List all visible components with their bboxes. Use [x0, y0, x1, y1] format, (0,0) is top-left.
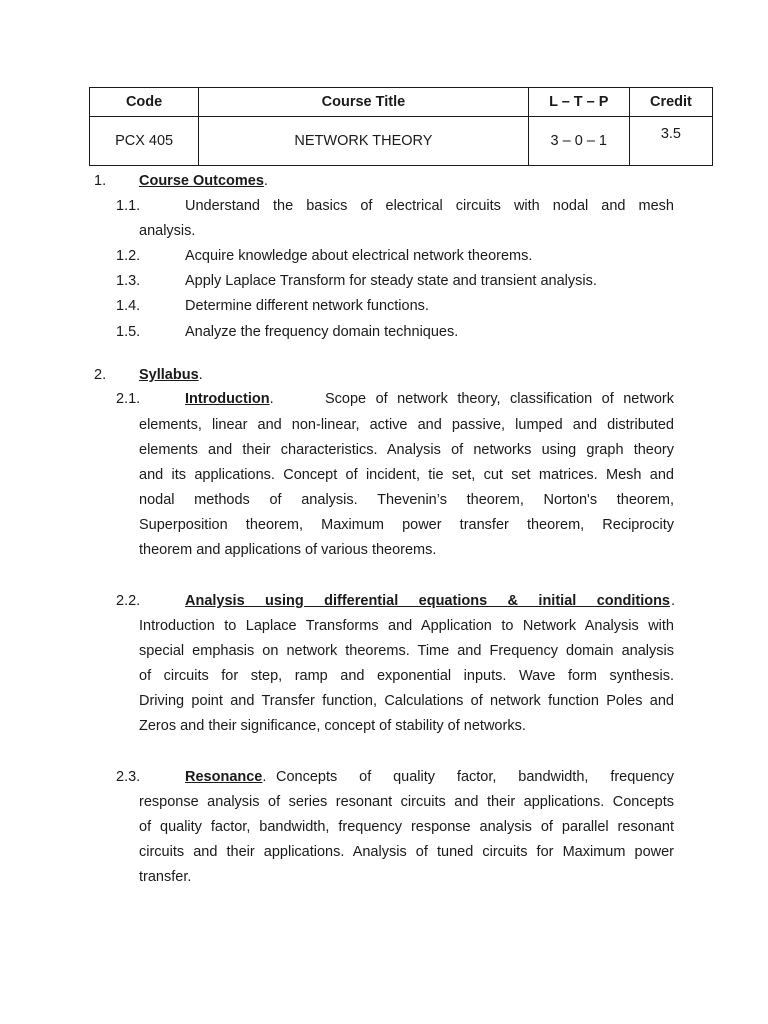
cell-code: PCX 405 — [90, 117, 199, 166]
outcomes-heading-text: Course Outcomes — [139, 173, 264, 189]
section-line: elements and their characteristics. Analysis of networks using graph theory — [139, 442, 674, 458]
outcome-number: 1.5. — [116, 324, 141, 340]
section-title-suffix: . — [671, 593, 676, 609]
outcome-number: 1.2. — [116, 248, 141, 264]
outcome-number: 1.4. — [116, 298, 141, 314]
syllabus-heading-text: Syllabus — [139, 367, 199, 383]
section-line: elements, linear and non-linear, active and passive, lumped and distributed — [139, 417, 674, 433]
header-ltp: L – T – P — [528, 88, 629, 117]
section-line: theorem and applications of various theorems. — [139, 542, 437, 558]
section-line: Introduction to Laplace Transforms and Application to Network Analysis with — [139, 618, 674, 634]
section-number: 2.3. — [116, 769, 141, 785]
section-line: Zeros and their significance, concept of stability of networks. — [139, 718, 526, 734]
section-line: circuits and their applications. Analysis of tuned circuits for Maximum power — [139, 844, 674, 860]
outcome-text: Determine different network functions. — [185, 298, 429, 314]
table-row — [90, 117, 713, 166]
section-title — [185, 592, 670, 610]
section-line: Driving point and Transfer function, Calculations of network function Poles and — [139, 693, 674, 709]
section-line: transfer. — [139, 869, 192, 885]
outcome-text: Acquire knowledge about electrical network theorems. — [185, 248, 533, 264]
section-first-line: Concepts of quality factor, bandwidth, frequency — [276, 769, 674, 785]
table-header-row — [90, 88, 713, 117]
syllabus-number: 2. — [94, 367, 107, 383]
outcome-text: Analyze the frequency domain techniques. — [185, 324, 459, 340]
outcomes-heading-suffix: . — [263, 173, 268, 189]
outcomes-number: 1. — [94, 173, 107, 189]
section-title — [185, 768, 266, 786]
syllabus-heading — [139, 366, 203, 384]
outcome-1-line1: Understand the basics of electrical circuits with nodal and mesh — [185, 198, 674, 214]
header-code: Code — [90, 88, 199, 117]
header-course-title: Course Title — [199, 88, 529, 117]
section-title-text: Introduction — [185, 391, 270, 407]
section-number: 2.1. — [116, 391, 141, 407]
cell-credit: 3.5 — [629, 117, 712, 166]
section-line: of circuits for step, ramp and exponential inputs. Wave form synthesis. — [139, 668, 674, 684]
section-line: Superposition theorem, Maximum power transfer theorem, Reciprocity — [139, 517, 674, 533]
syllabus-heading-suffix: . — [198, 367, 203, 383]
section-line: nodal methods of analysis. Thevenin’s theorem, Norton's theorem, — [139, 492, 674, 508]
outcomes-heading — [139, 172, 268, 190]
course-table — [89, 87, 713, 166]
section-first-line: Scope of network theory, classification of network — [325, 391, 674, 407]
outcome-number: 1.1. — [116, 198, 141, 214]
section-title-suffix: . — [269, 391, 274, 407]
section-line: response analysis of series resonant circuits and their applications. Concepts — [139, 794, 674, 810]
section-line: of quality factor, bandwidth, frequency response analysis of parallel resonant — [139, 819, 674, 835]
section-line: and its applications. Concept of incident, tie set, cut set matrices. Mesh and — [139, 467, 674, 483]
outcome-1-line2: analysis. — [139, 223, 196, 239]
section-title-text: Resonance — [185, 769, 263, 785]
cell-course-title: NETWORK THEORY — [199, 117, 529, 166]
outcome-text: Apply Laplace Transform for steady state and transient analysis. — [185, 273, 597, 289]
header-credit: Credit — [629, 88, 712, 117]
cell-ltp: 3 – 0 – 1 — [528, 117, 629, 166]
section-number: 2.2. — [116, 593, 141, 609]
section-line: special emphasis on network theorems. Time and Frequency domain analysis — [139, 643, 674, 659]
section-title-text: Analysis using differential equations & initial conditions — [185, 593, 670, 609]
outcome-number: 1.3. — [116, 273, 141, 289]
section-title — [185, 390, 274, 408]
section-title-suffix: . — [262, 769, 267, 785]
